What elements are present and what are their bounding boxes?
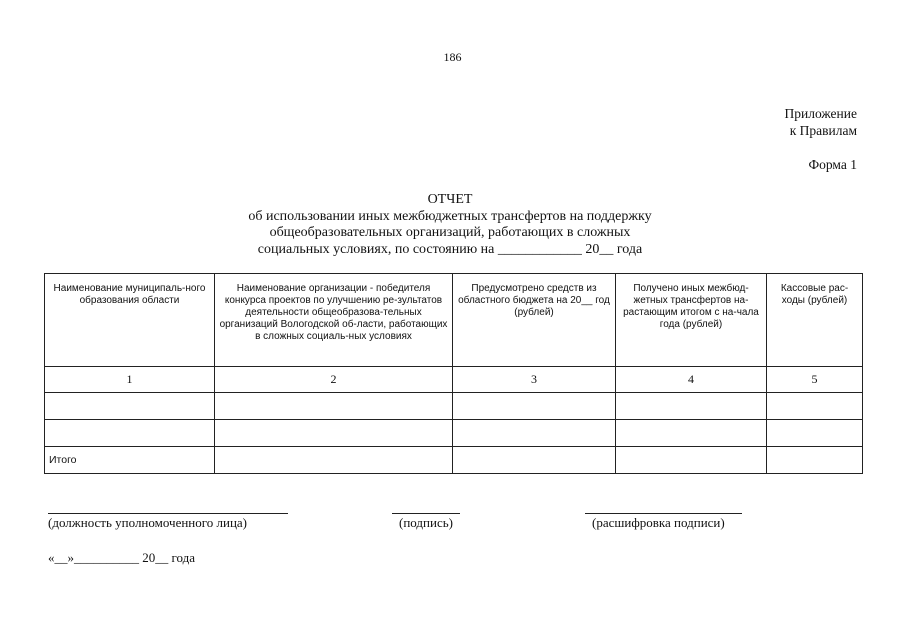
table-cell [616,447,767,474]
report-title-line-3: социальных условиях, по состоянию на ____________ 20__ года [257,241,643,257]
table-cell [616,420,767,447]
table-cell [453,393,616,420]
table-cell [215,447,453,474]
appendix-note [785,105,857,139]
decoding-caption: (расшифровка подписи) [592,515,725,530]
appendix-line-1: Приложение [784,106,857,121]
page-number: 186 [443,50,462,64]
column-number-row [45,367,863,393]
date-line: «__»__________ 20__ года [48,550,196,565]
report-title-line-1: об использовании иных межбюджетных трансфертов на поддержку [248,208,652,224]
table-cell [767,393,863,420]
report-title [200,192,700,258]
header-received-transfers: Получено иных межбюд-жетных трансфертов на-растающим итогом с на-чала года (рублей) [616,274,767,367]
table-cell [45,420,215,447]
header-planned-funds: Предусмотрено средств из областного бюджета на 20__ год (рублей) [453,274,616,367]
signature-line [392,513,460,514]
column-number: 1 [45,367,215,393]
column-number: 2 [215,367,453,393]
header-municipality: Наименование муниципаль-ного образования области [45,274,215,367]
appendix-line-2: к Правилам [789,123,857,138]
report-title-line-2: общеобразовательных организаций, работающих в сложных [269,225,631,240]
header-row [45,274,863,367]
position-signature-line [48,513,288,514]
table-cell [767,447,863,474]
report-table [44,273,863,474]
table-row [45,393,863,420]
table-cell [616,393,767,420]
table-cell [45,393,215,420]
decoding-signature-line [585,513,742,514]
form-label: Форма 1 [808,157,857,172]
total-label: Итого [45,447,215,474]
column-number: 3 [453,367,616,393]
position-caption: (должность уполномоченного лица) [48,515,248,530]
report-heading: ОТЧЕТ [427,192,473,207]
header-cash-expenses: Кассовые рас-ходы (рублей) [767,274,863,367]
column-number: 4 [616,367,767,393]
table-cell [453,420,616,447]
total-row [45,447,863,474]
header-organization: Наименование организации - победителя конкурса проектов по улучшению ре-зультатов деятельности общеобразова-тельных организаций Вологодской об-ласти, работающих в сложных социаль-ных условиях [215,274,453,367]
table-cell [767,420,863,447]
table-cell [453,447,616,474]
table-cell [215,393,453,420]
column-number: 5 [767,367,863,393]
table-row [45,420,863,447]
signature-caption: (подпись) [399,515,453,530]
table-cell [215,420,453,447]
